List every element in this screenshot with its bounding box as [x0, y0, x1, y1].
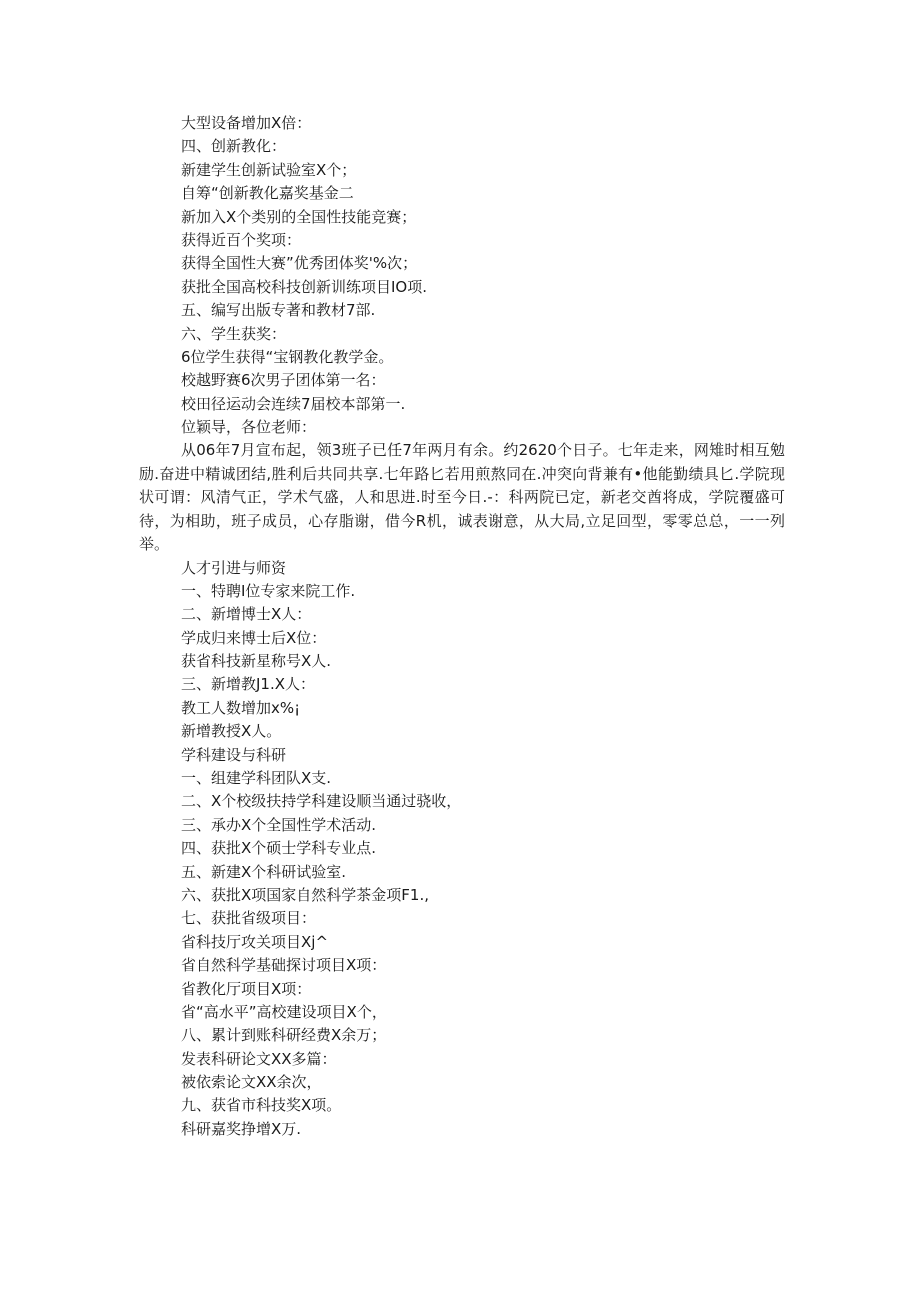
text-line: 四、获批X个硕士学科专业点.	[181, 839, 377, 858]
text-line: 省教化厅项目X项：	[181, 979, 312, 998]
text-line: 六、获批X项国家自然科学茶金项F1.,	[181, 885, 429, 904]
text-line: 学成归来博士后X位：	[181, 628, 327, 647]
text-line: 三、承办X个全国性学术活动.	[181, 815, 377, 834]
document-body	[139, 112, 785, 1141]
top-line-list	[139, 112, 785, 439]
text-line: 被依索论文XX余次，	[181, 1073, 322, 1092]
text-line: 六、学生获奖：	[181, 324, 287, 343]
text-line: 省科技厅攻关项目Xj^	[181, 932, 329, 951]
text-line: 一、特聘I位专家来院工作.	[181, 581, 356, 600]
text-line: 一、组建学科团队X支.	[181, 769, 332, 788]
text-line: 八、累计到账科研经费X余万；	[181, 1026, 387, 1045]
text-line: 获得近百个奖项：	[181, 230, 302, 249]
text-line: 获省科技新星称号X人.	[181, 652, 332, 671]
text-line: 七、获批省级项目：	[181, 909, 317, 928]
bottom-line-list	[139, 557, 785, 1142]
text-line: 新加入X个类别的全国性技能竞赛；	[181, 207, 417, 226]
text-line: 自筹“创新教化嘉奖基金二	[181, 184, 354, 203]
text-line: 大型设备增加X倍：	[181, 114, 312, 132]
text-line: 学科建设与科研	[181, 745, 287, 764]
text-line: 校田径运动会连续7届校本部第一.	[181, 394, 406, 413]
text-line: 发表科研论文XX多篇：	[181, 1049, 337, 1068]
text-line: 人才引进与师资	[181, 558, 287, 577]
text-line: 二、新增博士X人：	[181, 605, 312, 624]
text-line: 新建学生创新试验室X个；	[181, 160, 357, 179]
text-line: 省“高水平”高校建设项目X个，	[181, 1002, 387, 1021]
text-line: 五、新建X个科研试验室.	[181, 862, 347, 881]
text-line: 省自然科学基础探讨项目X项：	[181, 956, 387, 975]
text-line: 五、编写出版专著和教材7部.	[181, 301, 376, 320]
text-line: 教工人数增加x%¡	[181, 698, 301, 717]
text-line: 6位学生获得“宝钢教化教学金。	[181, 347, 394, 366]
text-line: 三、新增教J1.X人：	[181, 675, 316, 694]
text-line: 二、X个校级扶持学科建设顺当通过骁收，	[181, 792, 462, 811]
text-line: 九、获省市科技奖X项。	[181, 1096, 342, 1115]
text-line: 获批全国高校科技创新训练项目IO项.	[181, 277, 428, 296]
text-line: 科研嘉奖挣增X万.	[181, 1119, 302, 1138]
text-line: 新增教授X人。	[181, 722, 282, 741]
text-line: 校越野赛6次男子团体第一名：	[181, 371, 386, 390]
text-line: 获得全国性大赛”优秀团体奖'%次；	[181, 254, 418, 273]
text-line: 位颖导，各位老师：	[181, 418, 317, 437]
speech-paragraph: 从06年7月宣布起，领3班子已任7年两月有余。约2620个日子。七年走来，网雉时相互勉励.奋进中精诚团结,胜利后共同共享.七年路匕若用煎熬同在.冲突向背兼有•他能勤绩具匕.学院现状可谓：风清气正，学术气盛，人和思进.时至今日.-：科两院已定，新老交酋将成，学院覆盛可待，为相助，班子成员，心存脂谢，借今R机，诚表谢意，从大局,立足回型，零零总总，一一列举。	[139, 441, 785, 554]
text-line: 四、创新教化：	[181, 137, 287, 156]
